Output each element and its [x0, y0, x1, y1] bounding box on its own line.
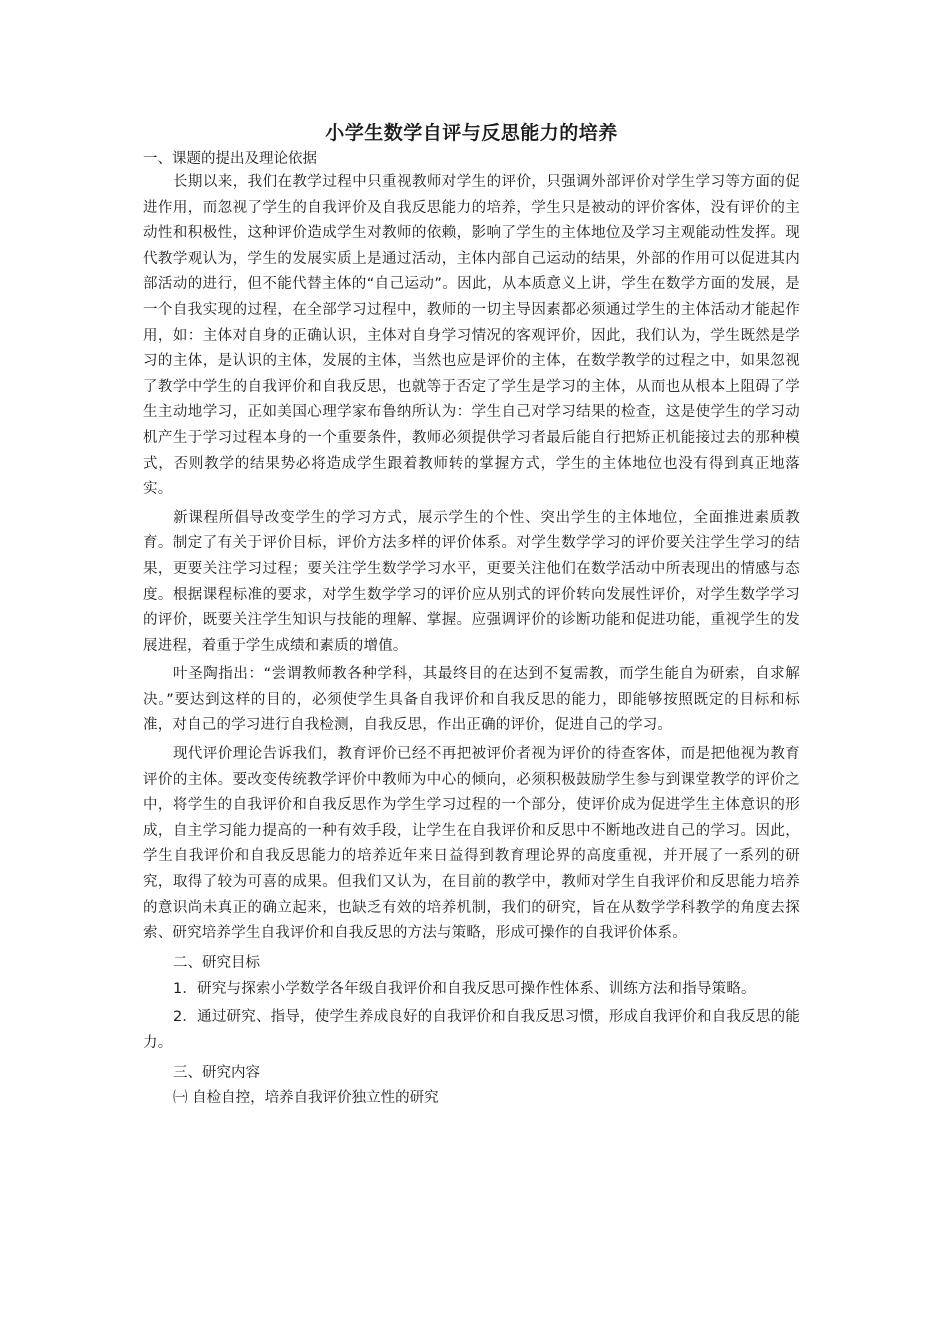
document-page — [143, 118, 800, 1110]
section2-item-2: 2．通过研究、指导，使学生养成良好的自我评价和自我反思习惯，形成自我评价和自我反思的能力。 — [143, 1009, 800, 1051]
section1-heading: 一、课题的提出及理论依据 — [143, 151, 317, 167]
section1-paragraph-4: 现代评价理论告诉我们，教育评价已经不再把被评价者视为评价的待查客体，而是把他视为教育评价的主体。要改变传统教学评价中教师为中心的倾向，必须积极鼓励学生参与到课堂教学的评价之中，将学生的自我评价和自我反思作为学生学习过程的一个部分，使评价成为促进学生主体意识的形成，自主学习能力提高的一种有效手段，让学生在自我评价和反思中不断地改进自己的学习。因此，学生自我评价和自我反思能力的培养近年来日益得到教育理论界的高度重视，并开展了一系列的研究，取得了较为可喜的成果。但我们又认为，在目前的教学中，教师对学生自我评价和反思能力培养的意识尚未真正的确立起来，也缺乏有效的培养机制，我们的研究，旨在从数学学科教学的角度去探索、研究培养学生自我评价和自我反思的方法与策略，形成可操作的自我评价体系。 — [143, 746, 800, 942]
section1-paragraph-2: 新课程所倡导改变学生的学习方式，展示学生的个性、突出学生的主体地位，全面推进素质教育。制定了有关于评价目标，评价方法多样的评价体系。对学生数学学习的评价要关注学生学习的结果，更要关注学习过程；要关注学生数学学习水平，更要关注他们在数学活动中所表现出的情感与态度。根据课程标准的要求，对学生数学学习的评价应从别式的评价转向发展性评价，对学生数学学习的评价，既要关注学生知识与技能的理解、掌握。应强调评价的诊断功能和促进功能，重视学生的发展进程，着重于学生成绩和素质的增值。 — [143, 509, 800, 654]
document-title: 小学生数学自评与反思能力的培养 — [325, 122, 618, 144]
section1-paragraph-3: 叶圣陶指出：“尝谓教师教各种学科，其最终目的在达到不复需教，而学生能自为研索，自求解决。”要达到这样的目的，必须使学生具备自我评价和自我反思的能力，即能够按照既定的目标和标准，对自己的学习进行自我检测，自我反思，作出正确的评价，促进自己的学习。 — [143, 666, 800, 734]
section3-subheading: ㈠ 自检自控，培养自我评价独立性的研究 — [173, 1089, 439, 1106]
section2-heading: 二、研究目标 — [173, 954, 260, 971]
section3-heading: 三、研究内容 — [173, 1064, 260, 1081]
section2-item-1: 1．研究与探索小学数学各年级自我评价和自我反思可操作性体系、训练方法和指导策略。 — [173, 980, 756, 997]
section1-paragraph-1: 长期以来，我们在教学过程中只重视教师对学生的评价，只强调外部评价对学生学习等方面的促进作用，而忽视了学生的自我评价及自我反思能力的培养，学生只是被动的评价客体，没有评价的主动性和积极性，这种评价造成学生对教师的依赖，影响了学生的主体地位及学习主观能动性发挥。现代教学观认为，学生的发展实质上是通过活动，主体内部自己运动的结果，外部的作用可以促进其内部活动的进行，但不能代替主体的“自己运动”。因此，从本质意义上讲，学生在数学方面的发展，是一个自我实现的过程，在全部学习过程中，教师的一切主导因素都必须通过学生的主体活动才能起作用，如：主体对自身的正确认识，主体对自身学习情况的客观评价，因此，我们认为，学生既然是学习的主体，是认识的主体，发展的主体，当然也应是评价的主体，在数学教学的过程之中，如果忽视了教学中学生的自我评价和自我反思，也就等于否定了学生是学习的主体，从而也从根本上阻碍了学生主动地学习，正如美国心理学家布鲁纳所认为：学生自己对学习结果的检查，这是使学生的学习动机产生于学习过程本身的一个重要条件，教师必须提供学习者最后能自行把矫正机能接过去的那种模式，否则教学的结果势必将造成学生跟着教师转的掌握方式，学生的主体地位也没有得到真正地落实。 — [143, 174, 800, 498]
